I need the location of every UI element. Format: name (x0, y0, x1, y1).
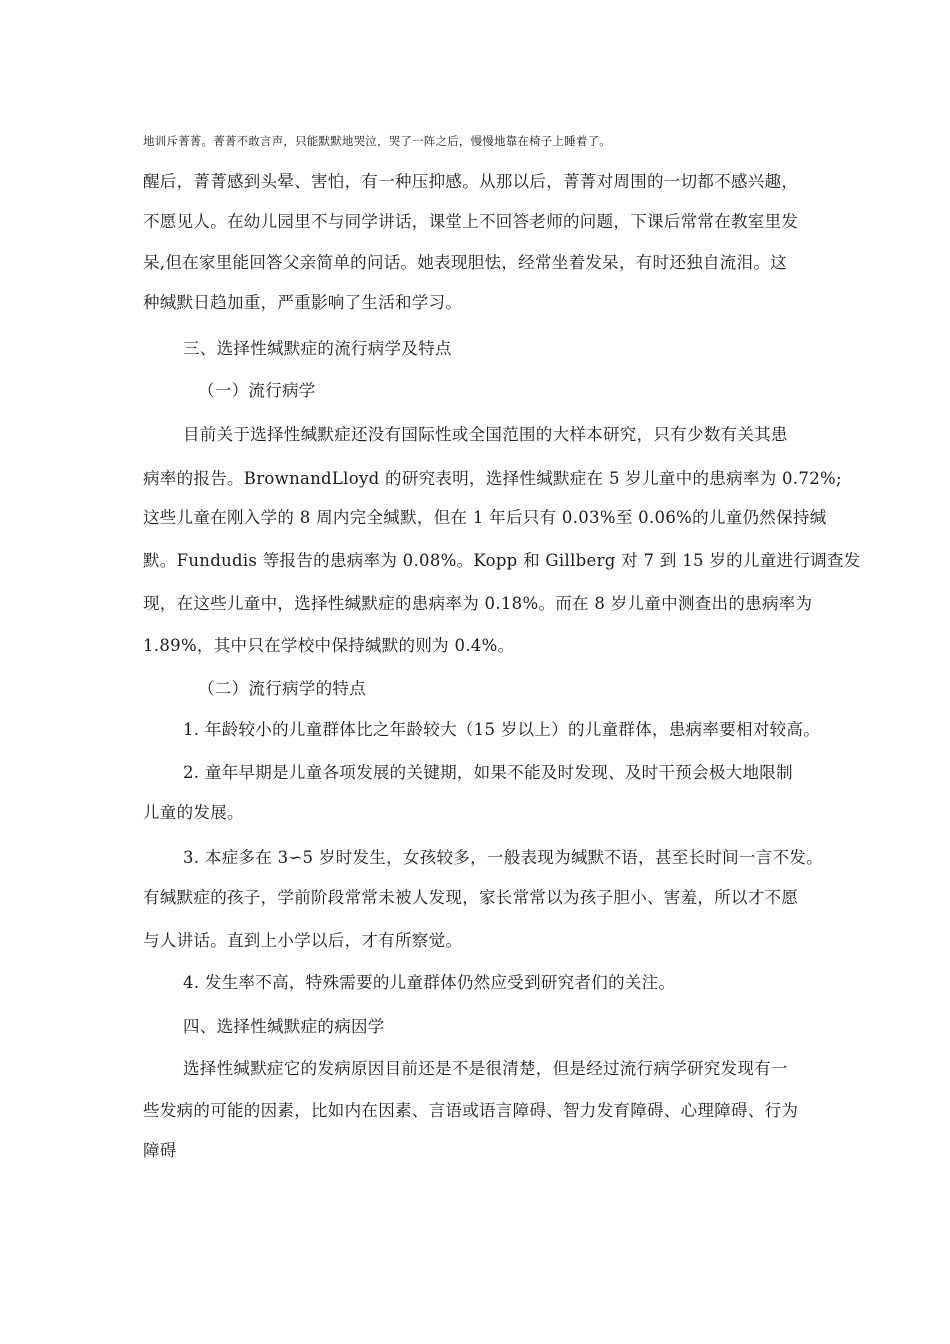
section3-heading: 三、选择性缄默症的流行病学及特点 (183, 339, 452, 358)
para2-line-2: 病率的报告。BrownandLloyd 的研究表明，选择性缄默症在 5 岁儿童中的患病率为 0.72%; (143, 469, 842, 488)
intro-line: 地训斥菁菁。菁菁不敢言声，只能默默地哭泣，哭了一阵之后，慢慢地靠在椅子上睡着了。 (143, 134, 611, 148)
item-2-line-2: 儿童的发展。 (143, 803, 244, 822)
para2-line-4: 默。Fundudis 等报告的患病率为 0.08%。Kopp 和 Gillberg 对 7 到 15 岁的儿童进行调查发 (143, 551, 861, 570)
para1-line-2: 不愿见人。在幼儿园里不与同学讲话，课堂上不回答老师的问题，下课后常常在教室里发 (143, 212, 799, 231)
para1-line-4: 种缄默日趋加重，严重影响了生活和学习。 (143, 293, 463, 312)
item-1: 1. 年龄较小的儿童群体比之年龄较大（15 岁以上）的儿童群体，患病率要相对较高。 (183, 720, 821, 739)
subsection2-heading: （二）流行病学的特点 (198, 679, 366, 698)
item-3-line-2: 有缄默症的孩子，学前阶段常常未被人发现，家长常常以为孩子胆小、害羞，所以才不愿 (143, 888, 799, 907)
para3-line-1: 选择性缄默症它的发病原因目前还是不是很清楚，但是经过流行病学研究发现有一 (183, 1059, 788, 1078)
item-3-line-1: 3. 本症多在 3∽5 岁时发生，女孩较多，一般表现为缄默不语，甚至长时间一言不发。 (183, 848, 823, 867)
item-4: 4. 发生率不高，特殊需要的儿童群体仍然应受到研究者们的关注。 (183, 973, 676, 992)
para1-line-1: 醒后，菁菁感到头晕、害怕，有一种压抑感。从那以后，菁菁对周围的一切都不感兴趣， (143, 172, 799, 191)
item-2-line-1: 2. 童年早期是儿童各项发展的关键期，如果不能及时发现、及时干预会极大地限制 (183, 763, 793, 782)
subsection1-heading: （一）流行病学 (198, 381, 316, 400)
para1-line-3: 呆,但在家里能回答父亲简单的问话。她表现胆怯，经常坐着发呆，有时还独自流泪。这 (143, 253, 787, 272)
para2-line-1: 目前关于选择性缄默症还没有国际性或全国范围的大样本研究，只有少数有关其患 (183, 425, 788, 444)
para2-line-6: 1.89%，其中只在学校中保持缄默的则为 0.4%。 (143, 636, 515, 655)
section4-heading: 四、选择性缄默症的病因学 (183, 1017, 385, 1036)
para2-line-3: 这些儿童在刚入学的 8 周内完全缄默，但在 1 年后只有 0.03%至 0.06%的儿童仍然保持缄 (143, 508, 827, 527)
para3-line-2: 些发病的可能的因素，比如内在因素、言语或语言障碍、智力发育障碍、心理障碍、行为 (143, 1101, 799, 1120)
item-3-line-3: 与人讲话。直到上小学以后，才有所察觉。 (143, 931, 463, 950)
para3-line-3: 障碍 (143, 1141, 177, 1160)
para2-line-5: 现，在这些儿童中，选择性缄默症的患病率为 0.18%。而在 8 岁儿童中测查出的患病率为 (143, 594, 813, 613)
